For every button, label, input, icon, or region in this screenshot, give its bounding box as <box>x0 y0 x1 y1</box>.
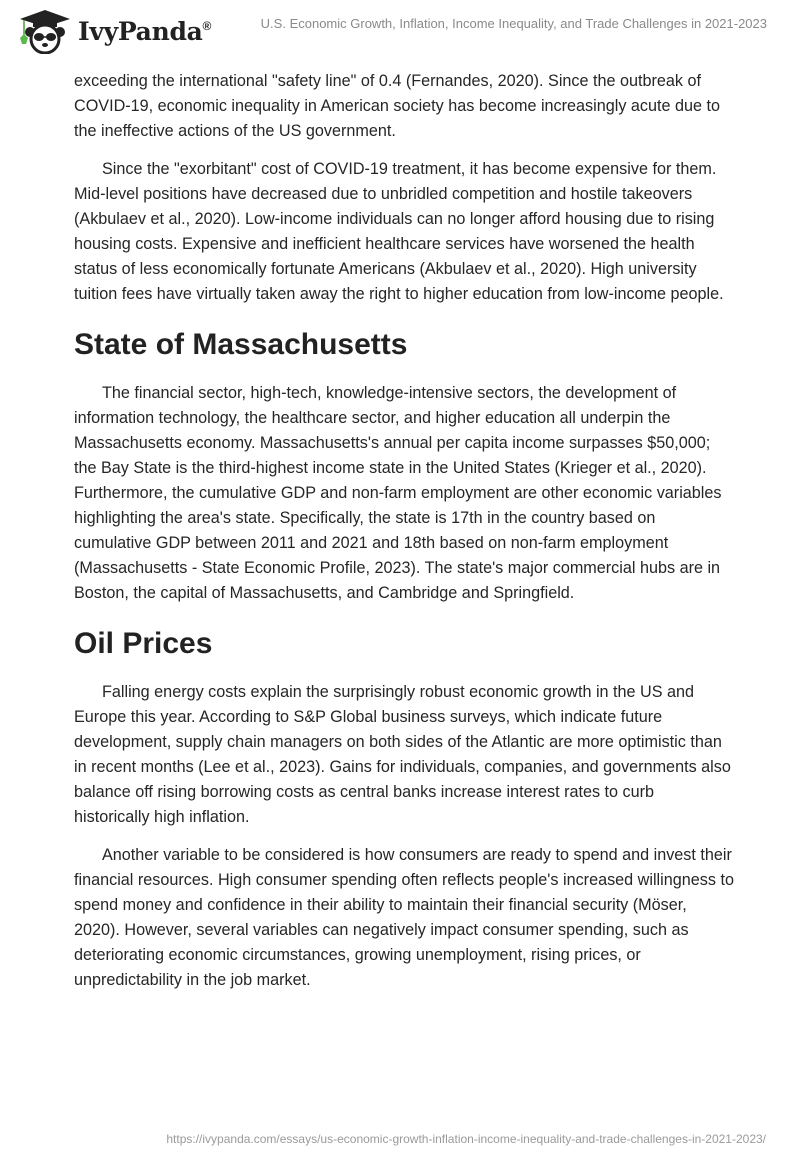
page-header <box>0 0 800 60</box>
ivypanda-logo[interactable] <box>16 8 211 54</box>
panda-graduate-icon <box>16 8 74 54</box>
paragraph: exceeding the international "safety line" of 0.4 (Fernandes, 2020). Since the outbreak of COVID-19, economic inequality in American society has become increasingly acute due to the ineffective actions of the US government. <box>74 72 721 140</box>
logo-wordmark: IvyPanda® <box>78 16 212 46</box>
paragraph: The financial sector, high-tech, knowledge-intensive sectors, the development of information technology, the healthcare sector, and higher education all underpin the Massachusetts economy. Massachusetts's annual per capita income surpasses $50,000; the Bay State is the third-highest income state in the United States (Krieger et al., 2020). Furthermore, the cumulative GDP and non-farm employment are other economic variables highlighting the area's state. Specifically, the state is 17th in the country based on cumulative GDP between 2011 and 2021 and 18th based on non-farm employment (Massachusetts - State Economic Profile, 2023). The state's major commercial hubs are in Boston, the capital of Massachusetts, and Cambridge and Springfield. <box>74 384 722 602</box>
section-heading-oil-prices: Oil Prices <box>74 627 213 660</box>
document-title: U.S. Economic Growth, Inflation, Income Inequality, and Trade Challenges in 2021-2023 <box>260 16 767 31</box>
section-heading-massachusetts: State of Massachusetts <box>74 328 408 361</box>
paragraph: Since the "exorbitant" cost of COVID-19 treatment, it has become expensive for them. Mid-level positions have decreased due to unbridled competition and hostile takeovers (Akbulaev et al., 2020). Low-income individuals can no longer afford housing due to rising housing costs. Expensive and inefficient healthcare services have worsened the health status of less economically fortunate Americans (Akbulaev et al., 2020). High university tuition fees have virtually taken away the right to higher education from low-income people. <box>74 160 724 303</box>
paragraph: Another variable to be considered is how consumers are ready to spend and invest their financial resources. High consumer spending often reflects people's increased willingness to spend money and confidence in their ability to maintain their financial security (Möser, 2020). However, several variables can negatively impact consumer spending, such as deteriorating economic circumstances, growing unemployment, rising prices, or unpredictability in the job market. <box>74 846 734 989</box>
essay-body <box>74 69 734 1006</box>
source-url[interactable]: https://ivypanda.com/essays/us-economic-growth-inflation-income-inequality-and-trade-challenges-in-2021-2023/ <box>166 1132 766 1146</box>
paragraph: Falling energy costs explain the surprisingly robust economic growth in the US and Europe this year. According to S&P Global business surveys, which indicate future development, supply chain managers on both sides of the Atlantic are more optimistic than in recent months (Lee et al., 2023). Gains for individuals, companies, and governments also balance off rising borrowing costs as central banks increase interest rates to curb historically high inflation. <box>74 683 731 826</box>
